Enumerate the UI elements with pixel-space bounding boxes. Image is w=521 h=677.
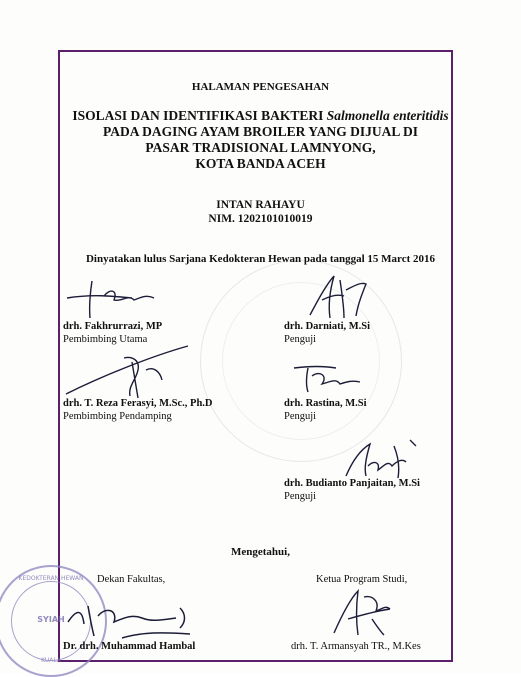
author-name: INTAN RAHAYU [216,199,305,211]
dean-title: Dekan Fakultas, [97,574,166,585]
thesis-title-line-2: PADA DAGING AYAM BROILER YANG DIJUAL DI [102,124,419,139]
signature-pembimbing-pendamping [62,340,192,400]
signature-program-head [328,585,398,640]
signature-penguji-2 [290,360,365,395]
signature-penguji-1 [300,270,380,325]
thesis-title-line-1 [0,108,521,124]
dean-name: Dr. drh. Muhammad Hambal [63,641,196,652]
program-head-title: Ketua Program Studi, [316,574,408,585]
penguji-2-role: Penguji [284,411,317,422]
pembimbing-pendamping-name: drh. T. Reza Ferasyi, M.Sc., Ph.D [63,398,213,409]
signature-penguji-3 [340,436,420,482]
thesis-title-prefix: ISOLASI DAN IDENTIFIKASI BAKTERI [72,108,327,123]
thesis-title-line-4: KOTA BANDA ACEH [195,156,326,171]
graduation-declaration: Dinyatakan lulus Sarjana Kedokteran Hewan pada tanggal 15 Marct 2016 [85,253,436,265]
penguji-2-name: drh. Rastina, M.Si [284,398,367,409]
penguji-3-name: drh. Budianto Panjaitan, M.Si [284,478,420,489]
penguji-1-name: drh. Darniati, M.Si [284,321,371,332]
stamp-top-text: KEDOKTERAN HEWAN [18,575,84,582]
approval-label: Mengetahui, [231,546,290,558]
thesis-title-species: Salmonella enteritidis [326,108,449,123]
pembimbing-utama-role: Pembimbing Utama [63,334,148,345]
thesis-title-line-3: PASAR TRADISIONAL LAMNYONG, [145,140,376,155]
penguji-3-role: Penguji [284,491,317,502]
author-nim: NIM. 1202101010019 [208,213,313,225]
page-heading: HALAMAN PENGESAHAN [191,81,330,93]
signature-dean [62,588,212,643]
stamp-bottom-text: KUALA [41,657,61,664]
penguji-1-role: Penguji [284,334,317,345]
program-head-name: drh. T. Armansyah TR., M.Kes [291,641,421,652]
stamp-middle-text: SYIAH [37,615,65,624]
signature-pembimbing-utama [62,276,172,321]
pembimbing-pendamping-role: Pembimbing Pendamping [63,411,172,422]
pembimbing-utama-name: drh. Fakhrurrazi, MP [63,321,163,332]
